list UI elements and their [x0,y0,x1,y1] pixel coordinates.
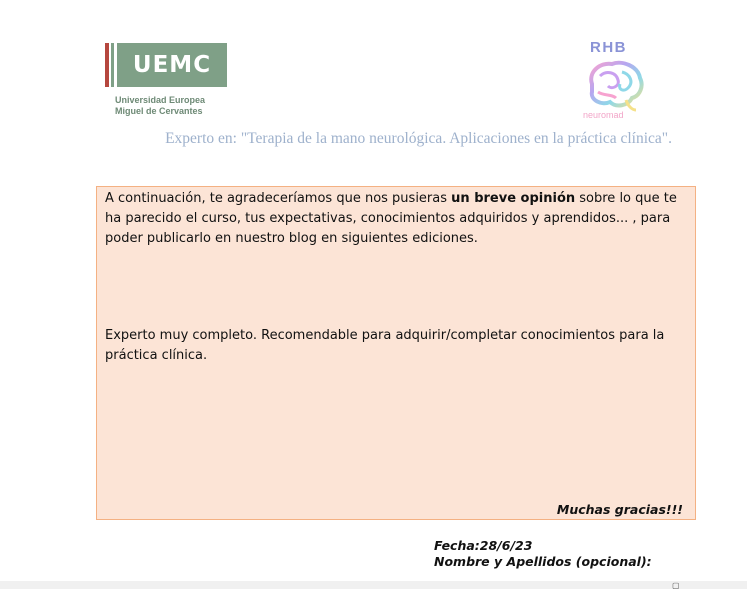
paste-options-icon[interactable]: ▢ [672,581,680,590]
uemc-logo-subtitle [115,95,205,117]
footer-fields [434,538,652,570]
rhb-logo-title: RHB [590,39,627,56]
intro-text-start: A continuación, te agradeceríamos que nos pusieras [105,191,452,206]
opinion-text[interactable]: Experto muy completo. Recomendable para adquirir/completar conocimientos para la práctica clínica. [105,328,665,363]
rhb-logo-subtitle: neuromad [583,110,624,120]
uemc-logo-line2: Miguel de Cervantes [115,106,203,116]
intro-bold-text: un breve opinión [451,191,576,206]
opinion-box [96,186,696,520]
name-line[interactable]: Nombre y Apellidos (opcional): [434,554,652,569]
intro-text-end: sobre lo que te ha parecido el curso, tus expectativas, conocimientos adquiridos y aprendidos... , para poder publicarlo en nuestro blog en siguientes ediciones. [105,191,677,246]
rhb-neuromad-logo [578,38,650,124]
thanks-text: Muchas gracias!!! [556,502,683,517]
brain-icon [582,56,646,112]
uemc-logo-text: UEMC [117,43,227,87]
uemc-logo-line1: Universidad Europea [115,95,206,105]
uemc-logo-green-bar [111,43,114,87]
uemc-logo [105,43,235,119]
uemc-logo-red-bar [105,43,109,87]
date-line[interactable]: Fecha:28/6/23 [434,538,533,553]
intro-paragraph [105,189,693,249]
uemc-logo-mark [105,43,227,87]
course-title: Experto en: "Terapia de la mano neurológica. Aplicaciones en la práctica clínica". [165,130,672,147]
page-bottom-edge [0,581,747,589]
